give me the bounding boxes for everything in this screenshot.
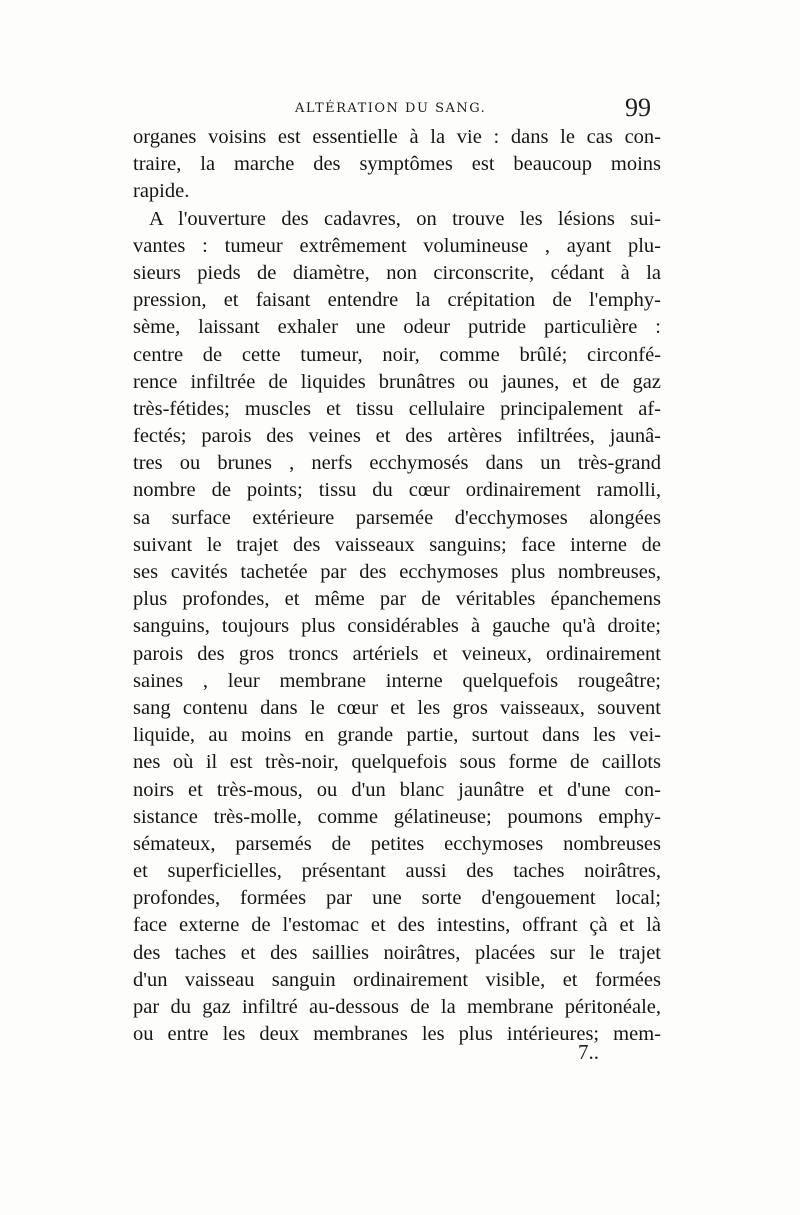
text-line: sistance très-molle, comme gélatineuse; poumons emphy- (133, 805, 661, 828)
text-line: nes où il est très-noir, quelquefois sous forme de caillots (133, 751, 661, 774)
text-line: noirs et très-mous, ou d'un blanc jaunâtre et d'une con- (133, 778, 661, 801)
text-line: fectés; parois des veines et des artères infiltrées, jaunâ- (133, 425, 661, 448)
text-line: d'un vaisseau sanguin ordinairement visible, et formées (133, 968, 661, 991)
text-line: liquide, au moins en grande partie, surtout dans les vei- (133, 724, 661, 747)
page-header (135, 93, 655, 123)
text-line: parois des gros troncs artériels et veineux, ordinairement (133, 642, 661, 665)
running-head: ALTÉRATION DU SANG. (295, 101, 487, 116)
text-line: ou entre les deux membranes les plus intérieures; mem- (133, 1023, 661, 1046)
text-line: traire, la marche des symptômes est beaucoup moins (133, 153, 661, 176)
text-line: ses cavités tachetée par des ecchymoses plus nombreuses, (133, 561, 661, 583)
body-text (133, 124, 661, 1048)
text-line: sa surface extérieure parsemée d'ecchymoses alongées (133, 506, 661, 529)
text-line: rapide. (133, 180, 190, 203)
text-line: sanguins, toujours plus considérables à gauche qu'à droite; (133, 615, 661, 638)
signature-mark: 7.. (578, 1040, 599, 1064)
text-line: plus profondes, et même par de véritables épanchemens (133, 588, 661, 611)
text-line: saines , leur membrane interne quelquefois rougeâtre; (133, 669, 661, 692)
text-line: sieurs pieds de diamètre, non circonscrite, cédant à la (133, 261, 661, 284)
text-line: nombre de points; tissu du cœur ordinairement ramolli, (133, 479, 661, 502)
text-line: organes voisins est essentielle à la vie : dans le cas con- (133, 126, 661, 148)
page-number: 99 (625, 93, 651, 122)
text-line: sang contenu dans le cœur et les gros vaisseaux, souvent (133, 696, 661, 719)
text-line: suivant le trajet des vaisseaux sanguins; face interne de (133, 533, 661, 556)
text-line: par du gaz infiltré au-dessous de la membrane péritonéale, (133, 996, 661, 1018)
text-line: pression, et faisant entendre la crépitation de l'emphy- (133, 289, 661, 312)
text-line: et superficielles, présentant aussi des taches noirâtres, (133, 860, 661, 883)
text-line: sème, laissant exhaler une odeur putride particulière : (133, 316, 661, 339)
text-line: face externe de l'estomac et des intestins, offrant çà et là (133, 914, 661, 937)
text-line: centre de cette tumeur, noir, comme brûlé; circonfé- (133, 343, 661, 366)
text-line: tres ou brunes , nerfs ecchymosés dans un très-grand (133, 452, 661, 475)
text-line: rence infiltrée de liquides brunâtres ou jaunes, et de gaz (133, 370, 661, 393)
text-line: vantes : tumeur extrêmement volumineuse , ayant plu- (133, 234, 661, 257)
text-line: très-fétides; muscles et tissu cellulaire principalement af- (133, 397, 661, 420)
text-line: des taches et des saillies noirâtres, placées sur le trajet (133, 941, 661, 964)
text-line: sémateux, parsemés de petites ecchymoses nombreuses (133, 832, 661, 855)
text-line: A l'ouverture des cadavres, on trouve les lésions sui- (149, 207, 661, 230)
text-line: profondes, formées par une sorte d'engouement local; (133, 887, 661, 910)
